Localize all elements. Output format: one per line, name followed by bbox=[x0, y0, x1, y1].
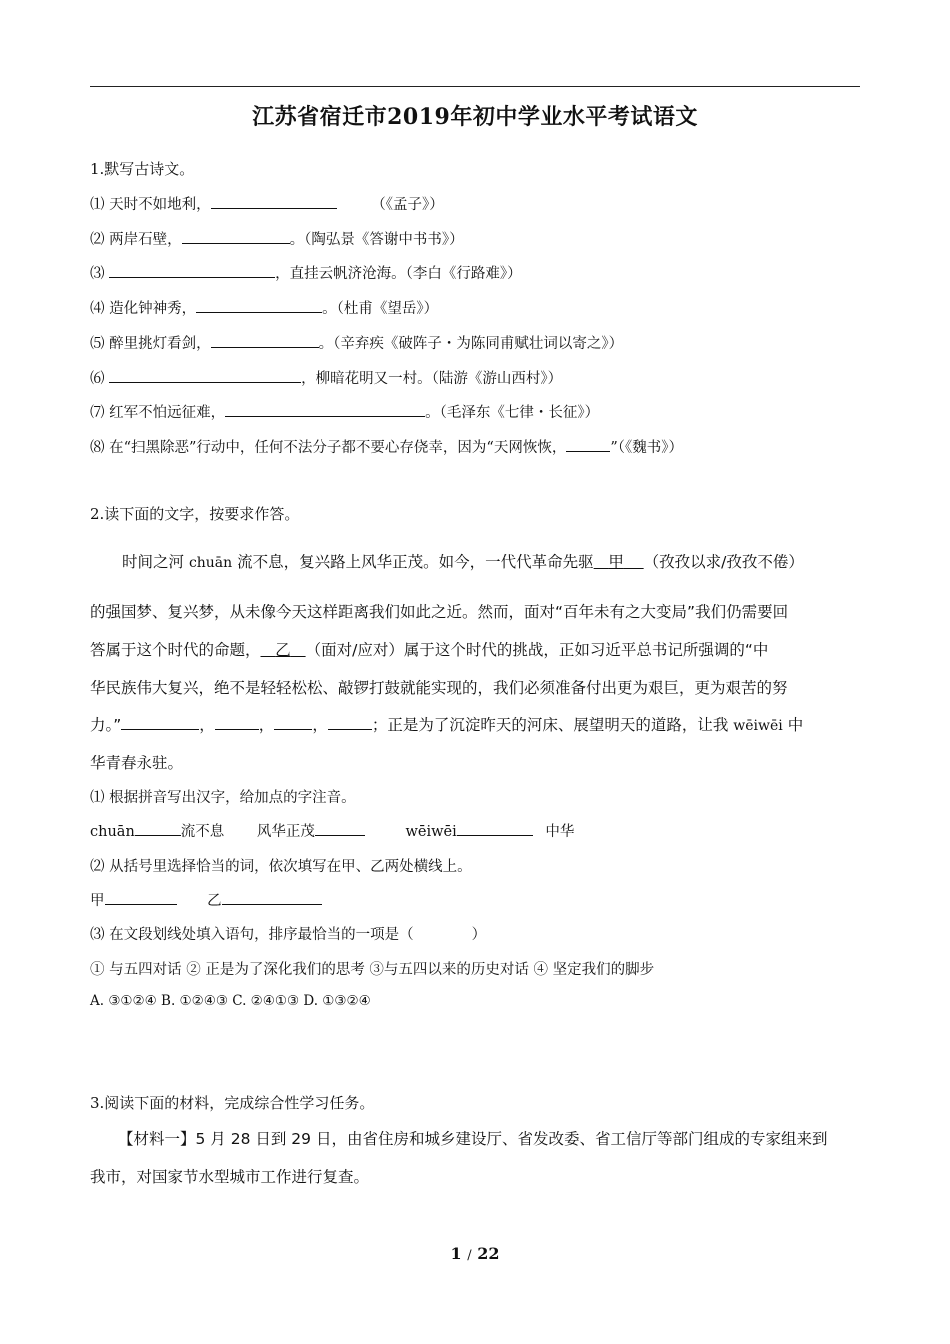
passage-text: ， bbox=[312, 716, 328, 734]
q2-sub1: ⑴ 根据拼音写出汉字，给加点的字注音。 bbox=[90, 790, 356, 806]
passage-text: 中 bbox=[782, 716, 804, 734]
item-number: ⑻ bbox=[90, 440, 105, 456]
blank-yi[interactable]: 乙 bbox=[275, 641, 291, 659]
passage-line-2: 的强国梦、复兴梦，从未像今天这样距离我们如此之近。然而，面对“百年未有之大变局”我们仍需要回 bbox=[90, 603, 789, 621]
item-number: ⑵ bbox=[90, 232, 105, 248]
answer-blank[interactable] bbox=[222, 890, 322, 905]
q1-heading: 1.默写古诗文。 bbox=[90, 160, 195, 178]
item-number: ⑶ bbox=[90, 266, 105, 282]
answer-blank[interactable] bbox=[215, 715, 259, 730]
item-source: ，柳暗花明又一村。（陆游《游山西村》） bbox=[301, 371, 563, 387]
item-number: ⑷ bbox=[90, 301, 105, 317]
material-text: 【材料一】5 月 28 日到 29 日，由省住房和城乡建设厅、省发改委、省工信厅等部门组成的专家组来到 bbox=[118, 1130, 828, 1148]
item-source: ”（《魏书》） bbox=[610, 440, 684, 456]
label-yi: 乙 bbox=[207, 893, 222, 909]
passage-text: （孜孜以求/孜孜不倦） bbox=[643, 553, 804, 571]
item-number: ⑴ bbox=[90, 197, 105, 213]
item-text: 醉里挑灯看剑， bbox=[109, 336, 211, 352]
passage-line-4: 华民族伟大复兴，绝不是轻轻松松、敲锣打鼓就能实现的，我们必须准备付出更为艰巨，更为艰苦的努 bbox=[90, 679, 788, 697]
page-title: 江苏省宿迁市2019年初中学业水平考试语文 bbox=[252, 104, 698, 130]
pinyin: chuān bbox=[188, 555, 233, 571]
passage-text: 时间之河 bbox=[122, 553, 189, 571]
q1-item-6 bbox=[90, 367, 562, 388]
passage-text: 答属于这个时代的命题， bbox=[90, 641, 261, 659]
item-source: 。（辛弃疾《破阵子・为陈同甫赋壮词以寄之》） bbox=[318, 336, 624, 352]
pinyin: wēiwēi bbox=[733, 718, 783, 734]
word: 风华正茂 bbox=[256, 824, 315, 840]
word: 中华 bbox=[545, 824, 575, 840]
q2-sub3: ⑶ 在文段划线处填入语句，排序最恰当的一项是（ ） bbox=[90, 927, 487, 943]
page-number bbox=[0, 1244, 950, 1263]
answer-blank[interactable] bbox=[274, 715, 312, 730]
passage-text: 流不息，复兴路上风华正茂。如今，一代代革命先驱 bbox=[232, 553, 594, 571]
answer-blank[interactable] bbox=[109, 263, 275, 278]
q2-options: ① 与五四对话 ② 正是为了深化我们的思考 ③与五四以来的历史对话 ④ 坚定我们的脚步 bbox=[90, 962, 655, 978]
item-number: ⑺ bbox=[90, 405, 105, 421]
passage-line-5 bbox=[90, 713, 862, 735]
header-rule bbox=[90, 86, 860, 87]
answer-blank[interactable] bbox=[211, 333, 319, 348]
q1-item-4 bbox=[90, 297, 438, 318]
q1-item-8 bbox=[90, 436, 683, 457]
item-source: 。（杜甫《望岳》） bbox=[322, 301, 439, 317]
answer-blank[interactable] bbox=[457, 821, 533, 836]
label-jia: 甲 bbox=[90, 893, 105, 909]
answer-blank[interactable] bbox=[196, 298, 322, 313]
item-source: 。（毛泽东《七律・长征》） bbox=[425, 405, 600, 421]
item-text: 造化钟神秀， bbox=[109, 301, 197, 317]
passage-text: 力。” bbox=[90, 716, 122, 734]
answer-blank[interactable] bbox=[105, 890, 177, 905]
item-source: （《孟子》） bbox=[371, 197, 444, 213]
q2-sub2-answers bbox=[90, 889, 322, 910]
answer-blank[interactable] bbox=[121, 715, 199, 730]
answer-blank[interactable] bbox=[211, 194, 337, 209]
item-text: 天时不如地利， bbox=[109, 197, 211, 213]
item-number: ⑸ bbox=[90, 336, 105, 352]
q1-item-1 bbox=[90, 193, 444, 214]
q3-material-line-2: 我市，对国家节水型城市工作进行复查。 bbox=[90, 1168, 370, 1186]
q3-material-line-1 bbox=[90, 1127, 862, 1149]
total-pages: 22 bbox=[477, 1244, 500, 1263]
q1-item-3 bbox=[90, 262, 522, 283]
q2-heading: 2.读下面的文字，按要求作答。 bbox=[90, 505, 300, 523]
item-source: ，直挂云帆济沧海。（李白《行路难》） bbox=[275, 266, 522, 282]
item-source: 。（陶弘景《答谢中书书》） bbox=[289, 232, 464, 248]
item-text: 在“扫黑除恶”行动中，任何不法分子都不要心存侥幸，因为“天网恢恢， bbox=[109, 440, 567, 456]
passage-line-1 bbox=[90, 550, 862, 572]
blank-jia[interactable]: 甲 bbox=[608, 553, 624, 571]
current-page: 1 bbox=[450, 1244, 462, 1263]
pinyin: wēiwēi bbox=[405, 824, 457, 840]
passage-text: ， bbox=[199, 716, 215, 734]
passage-text: ；正是为了沉淀昨天的河床、展望明天的道路，让我 bbox=[371, 716, 734, 734]
passage-text: （面对/应对）属于这个时代的挑战，正如习近平总书记所强调的“中 bbox=[305, 641, 769, 659]
answer-blank[interactable] bbox=[328, 715, 372, 730]
answer-blank[interactable] bbox=[135, 821, 181, 836]
q2-choices[interactable]: A. ③①②④ B. ①②④③ C. ②④①③ D. ①③②④ bbox=[90, 993, 371, 1009]
answer-blank[interactable] bbox=[566, 437, 610, 452]
q2-sub2: ⑵ 从括号里选择恰当的词，依次填写在甲、乙两处横线上。 bbox=[90, 859, 472, 875]
passage-line-3 bbox=[90, 638, 862, 660]
answer-blank[interactable] bbox=[225, 402, 425, 417]
page-separator: / bbox=[467, 1248, 472, 1263]
answer-blank[interactable] bbox=[182, 229, 290, 244]
answer-blank[interactable] bbox=[315, 821, 365, 836]
item-text: 红军不怕远征难， bbox=[109, 405, 226, 421]
pinyin: chuān bbox=[90, 824, 135, 840]
answer-blank[interactable] bbox=[109, 368, 301, 383]
passage-text: ， bbox=[258, 716, 275, 734]
q3-heading: 3.阅读下面的材料，完成综合性学习任务。 bbox=[90, 1094, 375, 1112]
q1-item-7 bbox=[90, 401, 599, 422]
q2-sub1-answers bbox=[90, 820, 574, 841]
q1-item-5 bbox=[90, 332, 623, 353]
q1-item-2 bbox=[90, 228, 464, 249]
word: 流不息 bbox=[180, 824, 225, 840]
passage-line-6: 华青春永驻。 bbox=[90, 754, 184, 772]
item-number: ⑹ bbox=[90, 371, 105, 387]
item-text: 两岸石壁， bbox=[109, 232, 182, 248]
